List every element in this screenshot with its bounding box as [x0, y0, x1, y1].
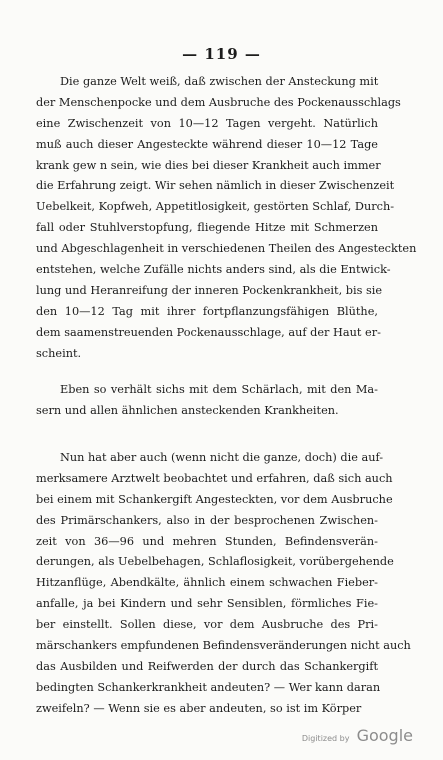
text-line: ber einstellt. Sollen diese, vor dem Ausbruche des Pri-: [36, 618, 378, 632]
text-line: bedingten Schankerkrankheit andeuten? — Wer kann daran: [36, 680, 381, 694]
watermark-brand: Google: [356, 726, 413, 745]
watermark-prefix: Digitized by: [301, 734, 350, 743]
text-line: zeit von 36—96 und mehren Stunden, Befindensverän-: [36, 534, 378, 548]
text-line: den 10—12 Tag mit ihrer fortpflanzungsfähigen Blüthe,: [36, 304, 378, 318]
text-line: merksamere Arztwelt beobachtet und erfahren, daß sich auch: [36, 471, 393, 485]
page-number: — 119 —: [182, 45, 261, 63]
text-line: Uebelkeit, Kopfweh, Appetitlosigkeit, gestörten Schlaf, Durch-: [36, 200, 395, 214]
text-line: der Menschenpocke und dem Ausbruche des Pockenausschlags: [36, 95, 401, 109]
text-line: entstehen, welche Zufälle nichts anders sind, als die Entwick-: [36, 263, 391, 277]
text-line: fall oder Stuhlverstopfung, fliegende Hitze mit Schmerzen: [36, 221, 378, 235]
text-line: bei einem mit Schankergift Angesteckten, vor dem Ausbruche: [36, 492, 393, 506]
text-line: derungen, als Uebelbehagen, Schlaflosigkeit, vorübergehende: [36, 555, 394, 569]
text-line: anfalle, ja bei Kindern und sehr Sensiblen, förmliches Fie-: [36, 597, 378, 611]
text-line: muß auch dieser Angesteckte während dieser 10—12 Tage: [36, 137, 378, 151]
text-line: Die ganze Welt weiß, daß zwischen der Ansteckung mit: [60, 75, 379, 88]
text-line: lung und Heranreifung der inneren Pockenkrankheit, bis sie: [36, 283, 383, 297]
text-line: märschankers empfundenen Befindensveränderungen nicht auch: [36, 639, 411, 653]
text-line: scheint.: [36, 346, 82, 360]
text-line: Nun hat aber auch (wenn nicht die ganze, doch) die auf-: [60, 451, 384, 464]
paragraph-smallpox: [36, 72, 417, 364]
text-line: zweifeln? — Wenn sie es aber andeuten, so ist im Körper: [36, 701, 362, 715]
text-line: und Abgeschlagenheit in verschiedenen Theilen des Angesteckten: [36, 242, 417, 256]
text-line: sern und allen ähnlichen ansteckenden Krankheiten.: [36, 403, 339, 417]
text-line: dem saamenstreuenden Pockenausschlage, auf der Haut er-: [36, 325, 381, 339]
text-line: eine Zwischenzeit von 10—12 Tagen vergeht. Natürlich: [36, 116, 378, 130]
text-line: Hitzanflüge, Abendkälte, ähnlich einem schwachen Fieber-: [36, 576, 378, 590]
text-line: des Primärschankers, also in der besprochenen Zwischen-: [36, 513, 378, 527]
text-line: die Erfahrung zeigt. Wir sehen nämlich in dieser Zwischenzeit: [36, 179, 395, 193]
text-line: krank gew n sein, wie dies bei dieser Krankheit auch immer: [36, 158, 381, 172]
paragraph-chancre: [36, 448, 411, 720]
paragraph-scarlet-fever: [36, 380, 378, 422]
text-line: das Ausbilden und Reifwerden der durch das Schankergift: [36, 659, 378, 673]
digitized-watermark: [302, 726, 413, 745]
text-line: Eben so verhält sichs mit dem Schärlach, mit den Ma-: [60, 383, 378, 396]
